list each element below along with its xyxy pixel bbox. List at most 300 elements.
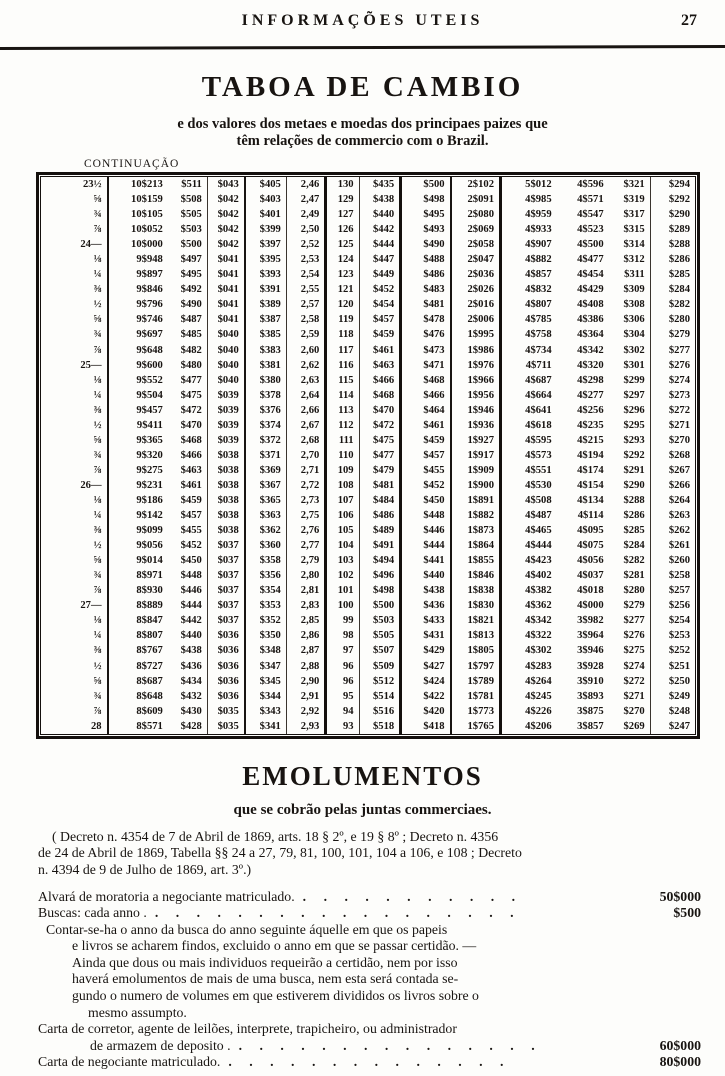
- rate-value: $512: [359, 674, 401, 689]
- rate-value: 4$959: [500, 207, 556, 222]
- rate-value: $035: [207, 704, 244, 719]
- rate-value: 2,50: [286, 222, 326, 237]
- rate-value: 4$342: [577, 344, 604, 356]
- rate-value: $436: [180, 660, 202, 672]
- rate-value: $038: [207, 523, 244, 538]
- rate-value: 1$882: [451, 508, 501, 523]
- rate-value: 110: [326, 448, 359, 463]
- rate-value: 10$000: [108, 237, 168, 252]
- rate-value: 2,62: [286, 358, 326, 373]
- rate-value: $036: [207, 689, 244, 704]
- table-row: [41, 373, 695, 388]
- rate-value: $461: [180, 479, 202, 491]
- rate-value: $500: [180, 239, 202, 251]
- rate-value: $500: [359, 598, 401, 613]
- rate-value: $471: [401, 358, 451, 373]
- rate-value: $352: [245, 613, 287, 628]
- rate-value: 9$186: [108, 493, 168, 508]
- rate-value: 4$056: [577, 555, 604, 567]
- table-row: [41, 192, 695, 207]
- rate-value: 4$734: [500, 343, 556, 358]
- rate-value: 4$832: [500, 282, 556, 297]
- rate-value: 4$618: [500, 418, 556, 433]
- rate-value: $371: [245, 448, 287, 463]
- rate-value: 9$457: [108, 403, 168, 418]
- rate-value: 3$928: [577, 660, 604, 672]
- rate-value: $508: [180, 194, 202, 206]
- rate-value: 4$547: [577, 209, 604, 221]
- rate-value: 1$855: [451, 553, 501, 568]
- rate-value: 4$807: [500, 297, 556, 312]
- rate-value: $449: [359, 267, 401, 282]
- rate-value: $454: [359, 297, 401, 312]
- rate-value: 4$664: [500, 388, 556, 403]
- rate-value: $516: [359, 704, 401, 719]
- rate-value: 4$283: [500, 659, 556, 674]
- rate-value: $270: [650, 433, 695, 448]
- rate-value: $036: [207, 628, 244, 643]
- rate-value: $269: [623, 720, 645, 732]
- table-row: [41, 478, 695, 493]
- rate-value: $042: [207, 237, 244, 252]
- rate-value: 10$052: [108, 222, 168, 237]
- rate-value: $315: [623, 224, 645, 236]
- rate-label: ½: [93, 540, 102, 552]
- rate-value: 125: [326, 237, 359, 252]
- rate-value: 129: [326, 192, 359, 207]
- rate-value: 2,47: [286, 192, 326, 207]
- rate-label: ¾: [93, 449, 102, 461]
- rate-value: 112: [326, 418, 359, 433]
- rate-value: $294: [650, 177, 695, 192]
- rate-value: $401: [245, 207, 287, 222]
- rate-value: $484: [359, 493, 401, 508]
- rate-value: $418: [401, 719, 451, 734]
- rate-value: 9$231: [108, 478, 168, 493]
- rate-value: $360: [245, 538, 287, 553]
- rate-value: $479: [359, 463, 401, 478]
- rate-value: $347: [245, 659, 287, 674]
- rate-value: 4$018: [577, 585, 604, 597]
- rate-value: $475: [180, 389, 202, 401]
- rate-value: $466: [180, 449, 202, 461]
- rate-value: 104: [326, 538, 359, 553]
- rate-value: 121: [326, 282, 359, 297]
- rate-value: $041: [207, 312, 244, 327]
- rate-value: 2,52: [286, 237, 326, 252]
- rate-value: 2,85: [286, 613, 326, 628]
- rate-value: $473: [401, 343, 451, 358]
- fee-line: [90, 1038, 701, 1055]
- rate-value: $481: [401, 297, 451, 312]
- rate-value: $461: [359, 343, 401, 358]
- rate-value: 9$600: [108, 358, 168, 373]
- rate-value: $494: [359, 553, 401, 568]
- rate-value: $459: [359, 327, 401, 342]
- rate-value: $041: [207, 252, 244, 267]
- rate-value: $343: [245, 704, 287, 719]
- rate-value: $486: [359, 508, 401, 523]
- dot-leader: . . . . . . . . . . . . . . . . . .: [154, 905, 521, 921]
- rate-value: $466: [401, 388, 451, 403]
- rate-value: $397: [245, 237, 287, 252]
- rate-value: $344: [245, 689, 287, 704]
- rate-value: $490: [180, 299, 202, 311]
- rate-value: 4$500: [577, 239, 604, 251]
- table-row: [41, 282, 695, 297]
- rate-value: 8$889: [108, 598, 168, 613]
- rate-value: 4$364: [577, 329, 604, 341]
- rate-value: $393: [245, 267, 287, 282]
- rate-label: ⅝: [93, 675, 102, 687]
- table-row: [41, 583, 695, 598]
- page-number: 27: [681, 12, 697, 29]
- rate-value: 8$807: [108, 628, 168, 643]
- rate-value: 4$907: [500, 237, 556, 252]
- rate-value: $486: [401, 267, 451, 282]
- table-row: [41, 463, 695, 478]
- rate-value: $472: [359, 418, 401, 433]
- rate-value: 1$838: [451, 583, 501, 598]
- table-row: [41, 358, 695, 373]
- rate-value: $250: [650, 674, 695, 689]
- rate-value: $041: [207, 267, 244, 282]
- note-line: Ainda que dous ou mais individuos requeirão a certidão, nem por isso: [72, 954, 458, 970]
- rate-value: 103: [326, 553, 359, 568]
- rate-label: 23½: [82, 179, 102, 190]
- rate-value: $291: [623, 464, 645, 476]
- rate-value: $420: [401, 704, 451, 719]
- rate-value: $464: [401, 403, 451, 418]
- rate-value: 4$785: [500, 312, 556, 327]
- subtitle-line-2: têm relações de commercio com o Brazil.: [236, 133, 489, 149]
- rate-value: 2$102: [451, 177, 501, 192]
- rate-value: 2,58: [286, 312, 326, 327]
- rate-value: $466: [359, 373, 401, 388]
- document-subtitle: [0, 116, 725, 150]
- rate-value: 4$320: [577, 359, 604, 371]
- rate-value: $037: [207, 538, 244, 553]
- rate-value: 4$477: [577, 254, 604, 266]
- rate-value: $302: [623, 344, 645, 356]
- rate-label: 26—: [80, 479, 102, 491]
- rate-label: ¼: [93, 630, 102, 642]
- rate-value: $446: [401, 523, 451, 538]
- rate-value: 2$069: [451, 222, 501, 237]
- rate-value: $440: [401, 568, 451, 583]
- rate-value: $311: [624, 269, 645, 281]
- table-row: [41, 403, 695, 418]
- rate-value: $438: [359, 192, 401, 207]
- rate-value: 3$910: [577, 675, 604, 687]
- exchange-table: [41, 177, 695, 734]
- rate-value: $487: [180, 314, 202, 326]
- rate-value: 2,73: [286, 493, 326, 508]
- rate-value: $257: [650, 583, 695, 598]
- exchange-table-body: [41, 177, 695, 734]
- rate-value: $457: [401, 448, 451, 463]
- rate-value: 4$454: [577, 269, 604, 281]
- rate-value: $277: [623, 615, 645, 627]
- rate-value: $491: [359, 538, 401, 553]
- rate-value: 102: [326, 568, 359, 583]
- rate-value: $372: [245, 433, 287, 448]
- rate-value: $258: [650, 568, 695, 583]
- rate-value: $252: [650, 643, 695, 658]
- rate-value: 4$235: [577, 419, 604, 431]
- rate-value: 94: [326, 704, 359, 719]
- emolumentos-title: EMOLUMENTOS: [242, 760, 483, 791]
- rate-value: $270: [623, 705, 645, 717]
- rate-value: $038: [207, 478, 244, 493]
- rate-value: $350: [245, 628, 287, 643]
- rate-value: $436: [401, 598, 451, 613]
- rate-value: 4$322: [500, 628, 556, 643]
- rate-value: $363: [245, 508, 287, 523]
- rate-value: $041: [207, 282, 244, 297]
- rate-value: 1$891: [451, 493, 501, 508]
- rate-value: $304: [623, 329, 645, 341]
- rate-value: $433: [401, 613, 451, 628]
- table-row: [41, 493, 695, 508]
- rate-value: $444: [180, 600, 202, 612]
- rate-value: 4$857: [500, 267, 556, 282]
- rate-value: 2$026: [451, 282, 501, 297]
- rate-value: $321: [623, 179, 645, 190]
- rate-value: 9$365: [108, 433, 168, 448]
- rate-value: $483: [401, 282, 451, 297]
- rate-value: $248: [650, 704, 695, 719]
- rate-value: 2,55: [286, 282, 326, 297]
- rate-value: 108: [326, 478, 359, 493]
- rate-value: 4$342: [500, 613, 556, 628]
- rate-value: 116: [326, 358, 359, 373]
- rate-value: $468: [180, 434, 202, 446]
- rate-label: ⅞: [93, 705, 102, 717]
- rate-value: 10$159: [108, 192, 168, 207]
- rate-value: 2,57: [286, 297, 326, 312]
- rate-value: $389: [245, 297, 287, 312]
- rate-value: 4$423: [500, 553, 556, 568]
- fee-value: 50$000: [659, 888, 701, 904]
- rate-value: 97: [326, 643, 359, 658]
- table-row: [41, 508, 695, 523]
- rate-value: 8$930: [108, 583, 168, 598]
- rate-value: 1$909: [451, 463, 501, 478]
- rate-value: $470: [180, 419, 202, 431]
- rate-value: $285: [623, 525, 645, 537]
- rate-value: 1$773: [451, 704, 501, 719]
- rate-value: 1$821: [451, 613, 501, 628]
- rate-value: $495: [180, 269, 202, 281]
- rate-value: 2,67: [286, 418, 326, 433]
- rate-value: $431: [401, 628, 451, 643]
- rate-value: 2$080: [451, 207, 501, 222]
- rate-label: ¼: [93, 389, 102, 401]
- rate-value: 2,80: [286, 568, 326, 583]
- rate-value: 2$058: [451, 237, 501, 252]
- rate-value: 4$114: [577, 510, 604, 522]
- rate-value: $272: [623, 675, 645, 687]
- rate-value: 105: [326, 523, 359, 538]
- rate-value: 2,93: [286, 719, 326, 734]
- table-row: [41, 433, 695, 448]
- rate-value: $251: [650, 659, 695, 674]
- rate-label: ½: [93, 299, 102, 311]
- rate-value: 4$037: [577, 570, 604, 582]
- fee-line: [38, 889, 701, 906]
- rate-label: ¼: [93, 510, 102, 522]
- rate-value: 4$641: [500, 403, 556, 418]
- rate-value: 4$573: [500, 448, 556, 463]
- rate-value: $042: [207, 207, 244, 222]
- rate-value: $459: [180, 494, 202, 506]
- rate-value: $037: [207, 613, 244, 628]
- rate-value: $260: [650, 553, 695, 568]
- rate-label: ⅞: [93, 585, 102, 597]
- rate-value: 2,91: [286, 689, 326, 704]
- rate-value: $505: [180, 209, 202, 221]
- page-header: [0, 0, 725, 42]
- rate-value: 4$687: [500, 373, 556, 388]
- table-row: [41, 207, 695, 222]
- rate-value: $405: [245, 177, 287, 192]
- rate-value: $271: [623, 690, 645, 702]
- rate-value: 9$014: [108, 553, 168, 568]
- rate-value: 95: [326, 689, 359, 704]
- rate-label: ⅜: [93, 404, 102, 416]
- rate-value: 1$765: [451, 719, 501, 734]
- rate-value: 3$875: [577, 705, 604, 717]
- rate-value: 1$797: [451, 659, 501, 674]
- rate-value: 1$936: [451, 418, 501, 433]
- rate-value: $505: [359, 628, 401, 643]
- rate-value: $476: [401, 327, 451, 342]
- table-row: [41, 553, 695, 568]
- table-row: [41, 674, 695, 689]
- rate-value: 1$917: [451, 448, 501, 463]
- rate-value: $262: [650, 523, 695, 538]
- rate-value: 9$552: [108, 373, 168, 388]
- fee-line: [38, 1054, 701, 1071]
- rate-value: 4$226: [500, 704, 556, 719]
- rate-value: $399: [245, 222, 287, 237]
- fee-label: Carta de corretor, agente de leilões, interprete, trapicheiro, ou administrador: [38, 1021, 457, 1037]
- rate-value: $282: [623, 555, 645, 567]
- dot-leader: . . . . . . . . . . . . . . .: [238, 1037, 542, 1053]
- rate-value: $284: [650, 282, 695, 297]
- rate-value: $429: [401, 643, 451, 658]
- rate-value: $480: [180, 359, 202, 371]
- fee-value: 60$000: [659, 1037, 701, 1053]
- rate-value: $441: [401, 553, 451, 568]
- header-rule: [0, 45, 725, 50]
- rate-value: $039: [207, 418, 244, 433]
- rate-value: 9$099: [108, 523, 168, 538]
- rate-label: ⅛: [93, 374, 102, 386]
- rate-value: 124: [326, 252, 359, 267]
- rate-value: 3$982: [577, 615, 604, 627]
- rate-value: 1$995: [451, 327, 501, 342]
- rate-value: $276: [623, 630, 645, 642]
- rate-value: 99: [326, 613, 359, 628]
- rate-value: $395: [245, 252, 287, 267]
- note-line: gundo o numero de volumes em que estiverem divididos os livros sobre o: [72, 988, 479, 1004]
- rate-value: $268: [650, 448, 695, 463]
- rate-value: $277: [650, 343, 695, 358]
- rate-value: 4$174: [577, 464, 604, 476]
- table-row: [41, 267, 695, 282]
- continuation-label: CONTINUAÇÃO: [84, 158, 180, 170]
- rate-value: 2$006: [451, 312, 501, 327]
- rate-value: 4$362: [500, 598, 556, 613]
- rate-value: $444: [359, 237, 401, 252]
- rate-value: $317: [623, 209, 645, 221]
- rate-value: 2,53: [286, 252, 326, 267]
- rate-value: 9$948: [108, 252, 168, 267]
- rate-value: 2$036: [451, 267, 501, 282]
- rate-value: $040: [207, 373, 244, 388]
- rate-value: $485: [180, 329, 202, 341]
- rate-value: 8$648: [108, 689, 168, 704]
- rate-value: $264: [650, 493, 695, 508]
- rate-value: $500: [401, 177, 451, 192]
- rate-value: $440: [180, 630, 202, 642]
- rate-value: 4$711: [500, 358, 556, 373]
- rate-value: $296: [623, 404, 645, 416]
- rate-value: $039: [207, 388, 244, 403]
- table-row: [41, 312, 695, 327]
- rate-label: ½: [93, 660, 102, 672]
- rate-value: $253: [650, 628, 695, 643]
- rate-value: 126: [326, 222, 359, 237]
- rate-value: 98: [326, 628, 359, 643]
- rate-value: $285: [650, 267, 695, 282]
- table-row: [41, 689, 695, 704]
- rate-value: $472: [180, 404, 202, 416]
- rate-value: $457: [180, 510, 202, 522]
- rate-value: $507: [359, 643, 401, 658]
- note-line: Contar-se-ha o anno da busca do anno seguinte áquelle em que os papeis: [46, 921, 448, 937]
- rate-value: 9$275: [108, 463, 168, 478]
- rate-value: 101: [326, 583, 359, 598]
- rate-value: 4$571: [577, 194, 604, 206]
- rate-value: 4$264: [500, 674, 556, 689]
- rate-value: $358: [245, 553, 287, 568]
- rate-value: 93: [326, 719, 359, 734]
- rate-value: 123: [326, 267, 359, 282]
- rate-value: $498: [359, 583, 401, 598]
- rate-value: 9$411: [108, 418, 168, 433]
- rate-value: $448: [180, 570, 202, 582]
- rate-value: 4$508: [500, 493, 556, 508]
- rate-value: $369: [245, 463, 287, 478]
- rate-label: ¾: [93, 329, 102, 341]
- rate-value: 96: [326, 659, 359, 674]
- rate-value: $275: [623, 645, 645, 657]
- rate-value: $448: [401, 508, 451, 523]
- rate-value: $427: [401, 659, 451, 674]
- rate-value: $279: [650, 327, 695, 342]
- rate-value: 3$857: [577, 720, 604, 732]
- table-row: [41, 523, 695, 538]
- rate-value: $432: [180, 690, 202, 702]
- rate-value: $463: [359, 358, 401, 373]
- rate-value: 117: [326, 343, 359, 358]
- rate-label: ⅜: [93, 284, 102, 296]
- rate-value: 9$796: [108, 297, 168, 312]
- rate-label: ¾: [93, 690, 102, 702]
